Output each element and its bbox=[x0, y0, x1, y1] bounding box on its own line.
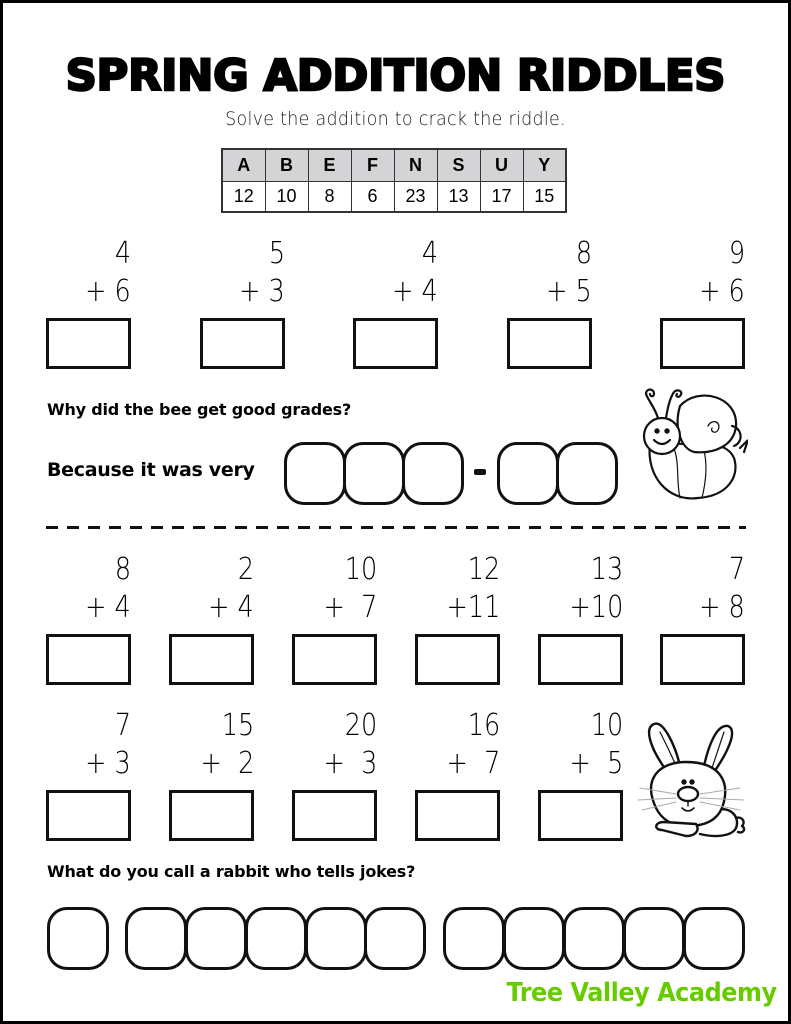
answer-box[interactable] bbox=[415, 790, 500, 841]
addend-top: 5 bbox=[268, 236, 285, 271]
addend-bottom: + 2 bbox=[200, 746, 254, 781]
addend-top: 16 bbox=[467, 708, 500, 743]
letter-box[interactable] bbox=[343, 442, 405, 505]
letter-box[interactable] bbox=[125, 907, 187, 970]
answer-box[interactable] bbox=[353, 318, 438, 369]
answer-box[interactable] bbox=[538, 634, 623, 685]
addend-top: 9 bbox=[728, 236, 745, 271]
addend-top: 10 bbox=[344, 552, 377, 587]
addend-top: 7 bbox=[114, 708, 131, 743]
addend-top: 15 bbox=[221, 708, 254, 743]
answer-box[interactable] bbox=[292, 790, 377, 841]
key-value: 8 bbox=[308, 181, 351, 212]
addend-bottom: + 3 bbox=[323, 746, 377, 781]
addend-top: 4 bbox=[114, 236, 131, 271]
letter-box[interactable] bbox=[623, 907, 685, 970]
addend-bottom: + 7 bbox=[446, 746, 500, 781]
key-value: 17 bbox=[480, 181, 523, 212]
answer-box[interactable] bbox=[538, 790, 623, 841]
letter-key-table bbox=[221, 148, 567, 213]
key-letter: N bbox=[394, 149, 437, 181]
key-letter: B bbox=[265, 149, 308, 181]
addend-bottom: + 7 bbox=[323, 590, 377, 625]
key-values-row bbox=[222, 181, 566, 212]
riddle-question: Why did the bee get good grades? bbox=[47, 400, 352, 419]
key-letter: U bbox=[480, 149, 523, 181]
addend-top: 13 bbox=[590, 552, 623, 587]
letter-box[interactable] bbox=[185, 907, 247, 970]
rabbit-icon bbox=[636, 718, 754, 842]
page-title: SPRING ADDITION RIDDLES bbox=[65, 51, 726, 101]
addend-top: 20 bbox=[344, 708, 377, 743]
answer-box[interactable] bbox=[292, 634, 377, 685]
addend-top: 4 bbox=[421, 236, 438, 271]
addend-bottom: + 5 bbox=[546, 274, 592, 309]
answer-box[interactable] bbox=[46, 790, 131, 841]
addend-bottom: + 6 bbox=[699, 274, 745, 309]
key-letter: F bbox=[351, 149, 394, 181]
addend-bottom: +11 bbox=[446, 590, 500, 625]
addend-bottom: +10 bbox=[569, 590, 623, 625]
answer-box[interactable] bbox=[660, 318, 745, 369]
answer-box[interactable] bbox=[169, 790, 254, 841]
addend-bottom: + 5 bbox=[569, 746, 623, 781]
answer-box[interactable] bbox=[507, 318, 592, 369]
instructions: Solve the addition to crack the riddle. bbox=[225, 108, 566, 130]
key-value: 6 bbox=[351, 181, 394, 212]
addend-top: 7 bbox=[728, 552, 745, 587]
addend-bottom: + 3 bbox=[85, 746, 131, 781]
letter-box[interactable] bbox=[563, 907, 625, 970]
answer-box[interactable] bbox=[660, 634, 745, 685]
letter-box[interactable] bbox=[556, 442, 618, 505]
letter-box[interactable] bbox=[402, 442, 464, 505]
letter-box[interactable] bbox=[47, 907, 109, 970]
answer-box[interactable] bbox=[415, 634, 500, 685]
letter-box[interactable] bbox=[245, 907, 307, 970]
answer-box[interactable] bbox=[46, 318, 131, 369]
letter-box[interactable] bbox=[503, 907, 565, 970]
letter-box[interactable] bbox=[497, 442, 559, 505]
key-value: 23 bbox=[394, 181, 437, 212]
key-letter: S bbox=[437, 149, 480, 181]
key-value: 15 bbox=[523, 181, 566, 212]
addend-bottom: + 4 bbox=[392, 274, 438, 309]
addend-bottom: + 4 bbox=[85, 590, 131, 625]
key-value: 13 bbox=[437, 181, 480, 212]
letter-box[interactable] bbox=[683, 907, 745, 970]
key-letter: E bbox=[308, 149, 351, 181]
addend-top: 2 bbox=[237, 552, 254, 587]
addend-top: 12 bbox=[467, 552, 500, 587]
letter-box[interactable] bbox=[305, 907, 367, 970]
addend-bottom: + 3 bbox=[239, 274, 285, 309]
letter-box[interactable] bbox=[284, 442, 346, 505]
letter-box[interactable] bbox=[364, 907, 426, 970]
hyphen-separator bbox=[474, 469, 486, 475]
addend-bottom: + 6 bbox=[85, 274, 131, 309]
brand-logo-text: Tree Valley Academy bbox=[506, 978, 777, 1008]
section-divider bbox=[46, 526, 746, 529]
addend-top: 8 bbox=[114, 552, 131, 587]
key-letter: Y bbox=[523, 149, 566, 181]
addend-bottom: + 4 bbox=[208, 590, 254, 625]
bee-icon bbox=[628, 386, 748, 506]
addend-bottom: + 8 bbox=[699, 590, 745, 625]
key-value: 10 bbox=[265, 181, 308, 212]
addend-top: 8 bbox=[575, 236, 592, 271]
key-value: 12 bbox=[222, 181, 265, 212]
key-letters-row bbox=[222, 149, 566, 181]
answer-box[interactable] bbox=[200, 318, 285, 369]
riddle-answer-prefix: Because it was very bbox=[47, 459, 255, 481]
key-letter: A bbox=[222, 149, 265, 181]
addend-top: 10 bbox=[590, 708, 623, 743]
riddle-question: What do you call a rabbit who tells jokes? bbox=[47, 862, 416, 881]
answer-box[interactable] bbox=[46, 634, 131, 685]
answer-box[interactable] bbox=[169, 634, 254, 685]
letter-box[interactable] bbox=[443, 907, 505, 970]
